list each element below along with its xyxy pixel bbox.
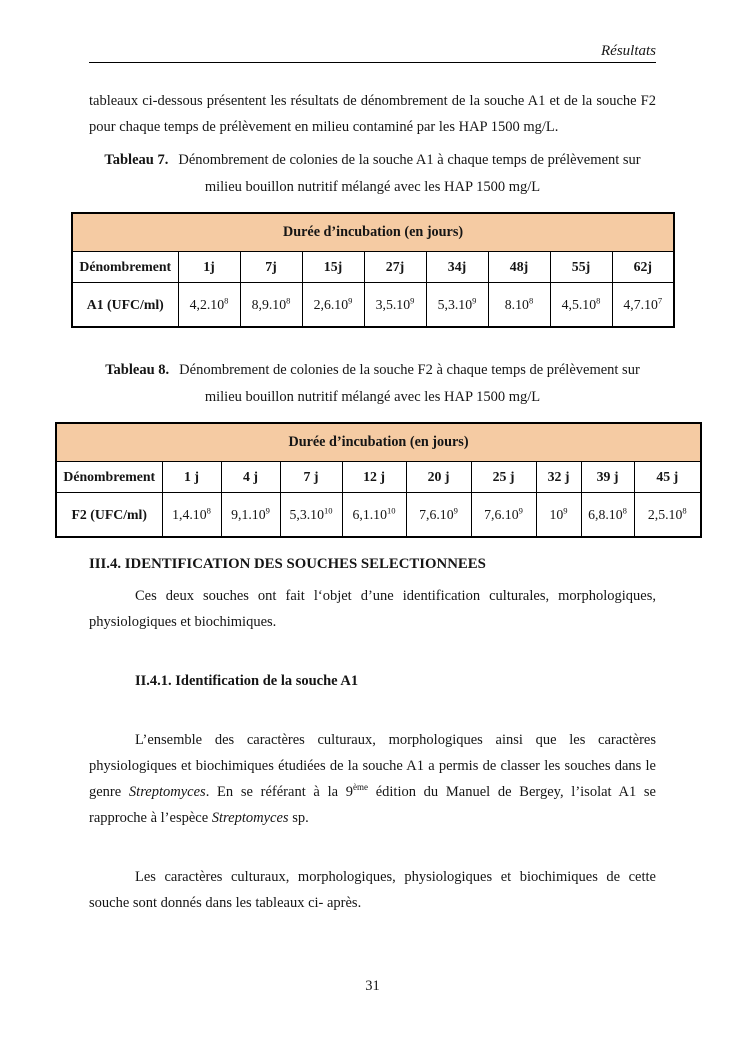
table7-caption [89, 147, 656, 201]
table7-value-cell: 4,2.10$^8$ [178, 283, 240, 328]
table8-value-cell: 7,6.10$^9$ [471, 493, 536, 538]
closing-paragraph: Les caractères culturaux, morphologiques, physiologiques et biochimiques de cette souche sont donnés dans les tableaux ci- après. [89, 869, 656, 911]
a1-species-italic: Streptomyces [211, 810, 289, 826]
table7-value-cell: 5,3.10$^9$ [426, 283, 488, 328]
table8-corner-header: Dénombrement [56, 462, 162, 493]
table8-col-header: 45 j [634, 462, 701, 493]
running-head [89, 42, 656, 63]
table7-caption-label: Tableau 7. [104, 152, 169, 168]
a1-genus-italic: Streptomyces [128, 784, 206, 800]
table8-value-cell: 6,8.10$^8$ [581, 493, 634, 538]
subsection-heading: II.4.1. Identification de la souche A1 [135, 673, 359, 689]
table7-caption-text: Dénombrement de colonies de la souche A1 à chaque temps de prélèvement sur milieu bouillon nutritif mélangé avec les HAP 1500 mg/L [178, 152, 641, 195]
table7-header-row [72, 252, 674, 283]
table7-col-header: 27j [364, 252, 426, 283]
table8-value-cell: 9,1.10$^9$ [221, 493, 280, 538]
table8-header-row [56, 462, 701, 493]
table8-col-header: 25 j [471, 462, 536, 493]
a1-seg1: L’ensemble des caractères culturaux, morphologiques ainsi que les caractères physiologiques et biochimiques étudiées de la souche A1 a permis de classer les souches dans le genre [89, 732, 656, 800]
table8-band-row [56, 423, 701, 462]
table7-value-cell: 4,7.10$^7$ [612, 283, 674, 328]
table8-value-cell: 6,1.10$^{10}$ [342, 493, 406, 538]
table8-col-header: 1 j [162, 462, 221, 493]
table8-value-cell: 5,3.10$^{10}$ [280, 493, 342, 538]
running-head-label: Résultats [601, 43, 656, 59]
table7-corner-header: Dénombrement [72, 252, 178, 283]
table7-col-header: 48j [488, 252, 550, 283]
table7-col-header: 7j [240, 252, 302, 283]
table8-value-cell: 2,5.10$^8$ [634, 493, 701, 538]
table8-caption [89, 357, 656, 411]
table7-value-cell: 3,5.10$^9$ [364, 283, 426, 328]
table7-band-header: Durée d’incubation (en jours) [72, 213, 674, 252]
a1-ordinal-sup: ème [353, 782, 368, 793]
table8-col-header: 4 j [221, 462, 280, 493]
table8-row-label: F2 (UFC/ml) [56, 493, 162, 538]
table7-col-header: 34j [426, 252, 488, 283]
table8-value-cell: $10^9$ [536, 493, 581, 538]
table7-data-row [72, 283, 674, 328]
table8 [55, 422, 702, 538]
intro-paragraph: tableaux ci-dessous présentent les résultats de dénombrement de la souche A1 et de la souche F2 pour chaque temps de prélèvement en milieu contaminé par les HAP 1500 mg/L. [89, 93, 656, 135]
table7-value-cell: 8.10$^8$ [488, 283, 550, 328]
table8-value-cell: 1,4.10$^8$ [162, 493, 221, 538]
table7-col-header: 62j [612, 252, 674, 283]
a1-description-paragraph [89, 727, 656, 831]
table7-band-row [72, 213, 674, 252]
table8-caption-text: Dénombrement de colonies de la souche F2 à chaque temps de prélèvement sur milieu bouillon nutritif mélangé avec les HAP 1500 mg/L [179, 362, 640, 405]
table8-col-header: 39 j [581, 462, 634, 493]
table8-col-header: 7 j [280, 462, 342, 493]
table8-value-cell: 7,6.10$^9$ [406, 493, 471, 538]
a1-seg3: édition du Manuel de Bergey, l’isolat A1 se rapproche à l’espèce [89, 784, 656, 826]
table7-row-label: A1 (UFC/ml) [72, 283, 178, 328]
table8-band-header: Durée d’incubation (en jours) [56, 423, 701, 462]
table7 [71, 212, 675, 328]
table8-caption-label: Tableau 8. [105, 362, 170, 378]
table7-col-header: 55j [550, 252, 612, 283]
identification-intro-paragraph: Ces deux souches ont fait l‘objet d’une identification culturales, morphologiques, physiologiques et biochimiques. [89, 588, 656, 630]
page-number: 31 [365, 978, 380, 994]
table7-col-header: 1j [178, 252, 240, 283]
table7-col-header: 15j [302, 252, 364, 283]
table8-data-row [56, 493, 701, 538]
section-heading: III.4. IDENTIFICATION DES SOUCHES SELECTIONNEES [89, 556, 486, 572]
a1-seg2: . En se référant à la 9 [205, 784, 354, 800]
table7-value-cell: 4,5.10$^8$ [550, 283, 612, 328]
table7-value-cell: 8,9.10$^8$ [240, 283, 302, 328]
table8-col-header: 20 j [406, 462, 471, 493]
table7-value-cell: 2,6.10$^9$ [302, 283, 364, 328]
a1-seg4: sp. [288, 810, 309, 826]
table8-col-header: 32 j [536, 462, 581, 493]
table8-col-header: 12 j [342, 462, 406, 493]
